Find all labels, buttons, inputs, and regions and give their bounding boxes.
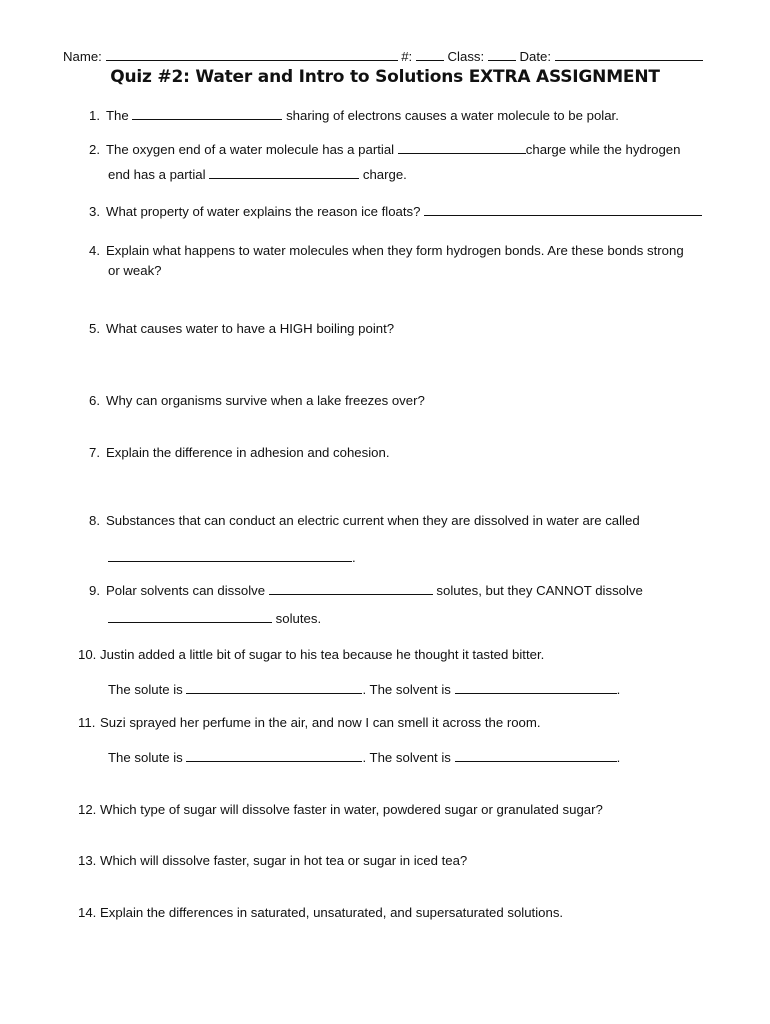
q10-solute-blank[interactable] (186, 681, 362, 694)
number-field[interactable] (416, 48, 444, 61)
question-5: 5. What causes water to have a HIGH boiling point? (89, 321, 395, 336)
question-4: 4. Explain what happens to water molecules when they form hydrogen bonds. Are these bonds strong (89, 243, 684, 258)
class-label: Class: (447, 49, 485, 64)
q1-answer-blank[interactable] (132, 107, 282, 120)
question-11-answer-line: The solute is . The solvent is . (108, 750, 621, 765)
question-11: 11. Suzi sprayed her perfume in the air, and now I can smell it across the room. (78, 715, 541, 730)
q2-hydrogen-blank[interactable] (209, 166, 359, 179)
q11-solvent-blank[interactable] (455, 749, 617, 762)
page-title: Quiz #2: Water and Intro to Solutions EXTRA ASSIGNMENT (110, 67, 660, 87)
class-field[interactable] (488, 48, 516, 61)
q9-nonpolar-blank[interactable] (108, 610, 272, 623)
name-field[interactable] (106, 48, 398, 61)
question-4-line-2: or weak? (108, 263, 162, 278)
question-6: 6. Why can organisms survive when a lake freezes over? (89, 393, 425, 408)
question-9-line-2: solutes. (108, 610, 321, 626)
q9-polar-blank[interactable] (269, 582, 433, 595)
q11-solute-blank[interactable] (186, 749, 362, 762)
question-2-line-2: end has a partial charge. (108, 167, 407, 182)
number-label: #: (401, 49, 413, 64)
q10-solvent-blank[interactable] (455, 681, 617, 694)
question-7: 7. Explain the difference in adhesion and cohesion. (89, 445, 390, 460)
question-10: 10. Justin added a little bit of sugar to his tea because he thought it tasted bitter. (78, 647, 545, 662)
question-9: 9. Polar solvents can dissolve solutes, but they CANNOT dissolve (89, 583, 643, 598)
question-10-answer-line: The solute is . The solvent is . (108, 682, 621, 697)
question-8: 8. Substances that can conduct an electric current when they are dissolved in water are called (89, 513, 640, 528)
question-1: 1. The sharing of electrons causes a water molecule to be polar. (89, 108, 619, 123)
date-label: Date: (519, 49, 552, 64)
question-12: 12. Which type of sugar will dissolve faster in water, powdered sugar or granulated sugar? (78, 802, 603, 817)
question-14: 14. Explain the differences in saturated, unsaturated, and supersaturated solutions. (78, 905, 564, 920)
q2-oxygen-blank[interactable] (398, 141, 526, 154)
name-label: Name: (63, 49, 102, 64)
question-3: 3. What property of water explains the reason ice floats? (78, 203, 702, 219)
header-row (63, 48, 703, 64)
question-8-line-2: . (108, 549, 356, 565)
question-2: 2. The oxygen end of a water molecule has a partial charge while the hydrogen (89, 142, 681, 157)
question-13: 13. Which will dissolve faster, sugar in hot tea or sugar in iced tea? (78, 853, 468, 868)
q3-answer-blank[interactable] (424, 203, 702, 216)
date-field[interactable] (555, 48, 703, 61)
q8-answer-blank[interactable] (108, 549, 352, 562)
